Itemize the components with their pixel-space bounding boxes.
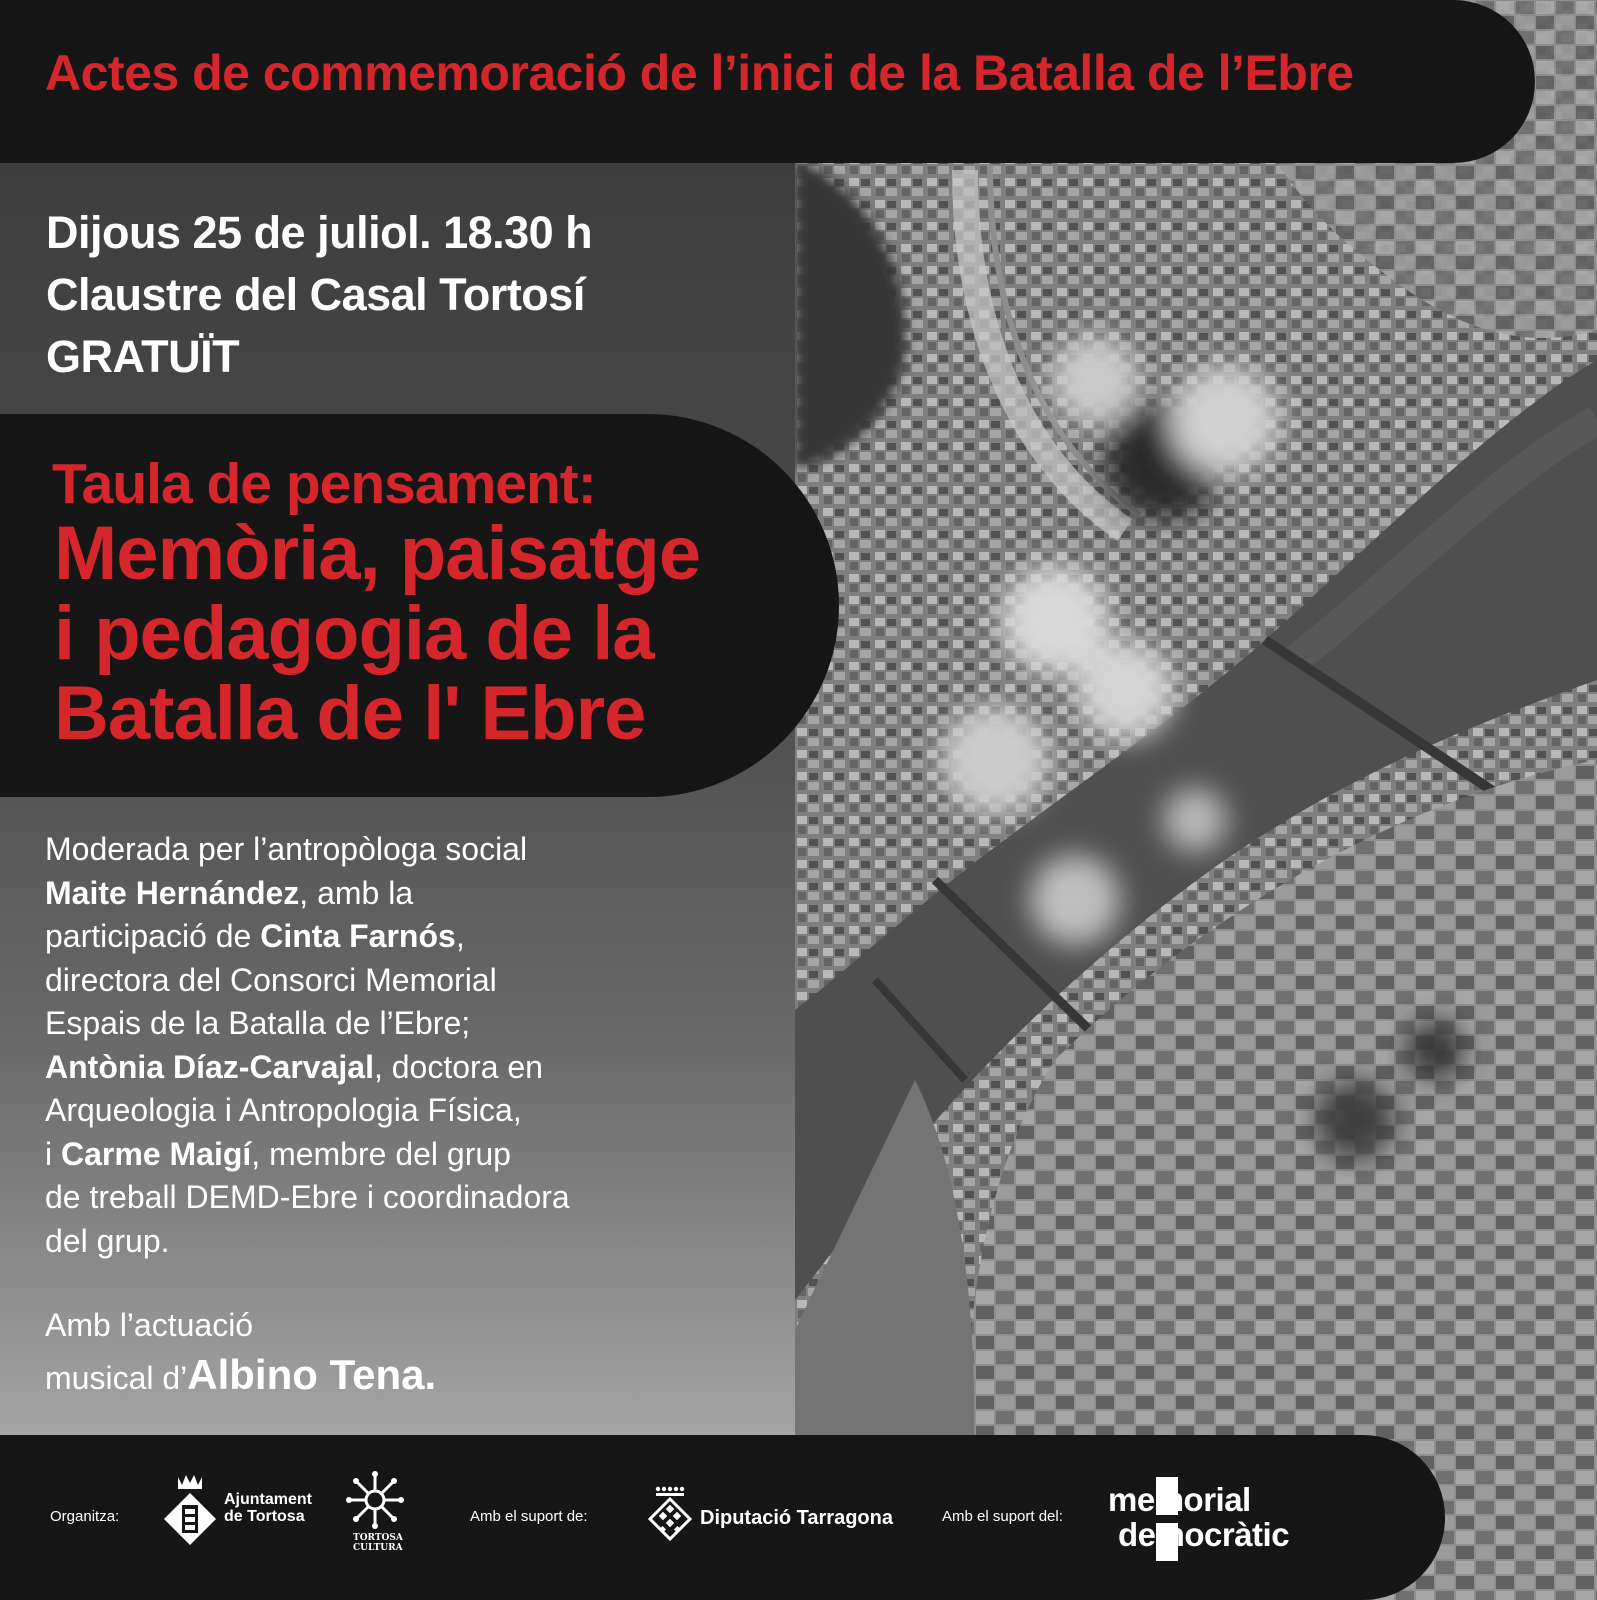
top-banner xyxy=(0,0,1535,163)
event-date-time: Dijous 25 de juliol. 18.30 h xyxy=(46,207,593,258)
description-line xyxy=(45,1046,765,1090)
description-line xyxy=(45,915,765,959)
description-text: , membre del grup xyxy=(251,1135,511,1172)
memorial-line2: democràtic xyxy=(1118,1516,1290,1553)
diputacio-name: Diputació Tarragona xyxy=(700,1507,893,1529)
talk-title-line: i pedagogia de la xyxy=(54,591,654,676)
participant-name: Carme Maigí xyxy=(61,1135,252,1172)
description-line: Espais de la Batalla de l’Ebre; xyxy=(45,1005,471,1041)
music-text: musical d’ xyxy=(45,1360,188,1396)
description-text: participació de xyxy=(45,918,261,954)
event-venue: Claustre del Casal Tortosí xyxy=(46,269,585,320)
music-line: Amb l’actuació xyxy=(45,1307,254,1343)
participant-name: Cinta Farnós xyxy=(260,918,456,954)
description-text: , doctora en xyxy=(373,1048,543,1085)
support-label-1: Amb el suport de: xyxy=(470,1508,588,1525)
tortosa-cultura-star-icon xyxy=(346,1471,404,1529)
diputacio-logo-icon xyxy=(648,1485,692,1543)
aerial-photo xyxy=(795,0,1597,1600)
organizes-label: Organitza: xyxy=(50,1508,120,1525)
musician-name: Albino Tena. xyxy=(187,1351,437,1398)
description-text: , xyxy=(455,918,465,954)
talk-title-block xyxy=(0,414,839,797)
support-label-2: Amb el suport del: xyxy=(942,1508,1063,1525)
description-line xyxy=(45,872,765,916)
description-text: , amb la xyxy=(299,874,414,911)
ajuntament-crest-icon xyxy=(162,1473,218,1549)
talk-title xyxy=(54,511,701,756)
description-line: directora del Consorci Memorial xyxy=(45,961,497,998)
memorial-line1: memorial xyxy=(1108,1481,1251,1518)
description-line: Moderada per l’antropòloga social xyxy=(45,831,528,867)
description-line: Arqueologia i Antropologia Física, xyxy=(45,1092,522,1128)
ajuntament-name-line1: Ajuntament xyxy=(224,1491,312,1508)
aerial-photo-graphic xyxy=(795,0,1597,1600)
event-series-title: Actes de commemoració de l’inici de la Batalla de l’Ebre xyxy=(45,45,1354,101)
sponsors-footer xyxy=(0,1435,1445,1600)
talk-title-line: Memòria, paisatge xyxy=(54,511,701,596)
talk-description xyxy=(45,828,765,1263)
description-line: de treball DEMD-Ebre i coordinadora xyxy=(45,1179,570,1215)
talk-kicker: Taula de pensament: xyxy=(52,452,596,516)
participant-name: Maite Hernández xyxy=(45,874,300,911)
ajuntament-name-line2: de Tortosa xyxy=(224,1508,305,1525)
music-performance xyxy=(45,1300,436,1403)
description-line xyxy=(45,1133,765,1177)
tortosa-cultura-line2: CULTURA xyxy=(353,1543,403,1553)
music-line xyxy=(45,1350,436,1403)
description-text: i xyxy=(45,1135,61,1172)
participant-name: Antònia Díaz-Carvajal xyxy=(45,1048,374,1085)
description-line: del grup. xyxy=(45,1222,170,1259)
talk-title-line: Batalla de l' Ebre xyxy=(54,671,646,756)
event-price: GRATUÏT xyxy=(46,331,240,382)
tortosa-cultura-line1: TORTOSA xyxy=(353,1533,403,1543)
